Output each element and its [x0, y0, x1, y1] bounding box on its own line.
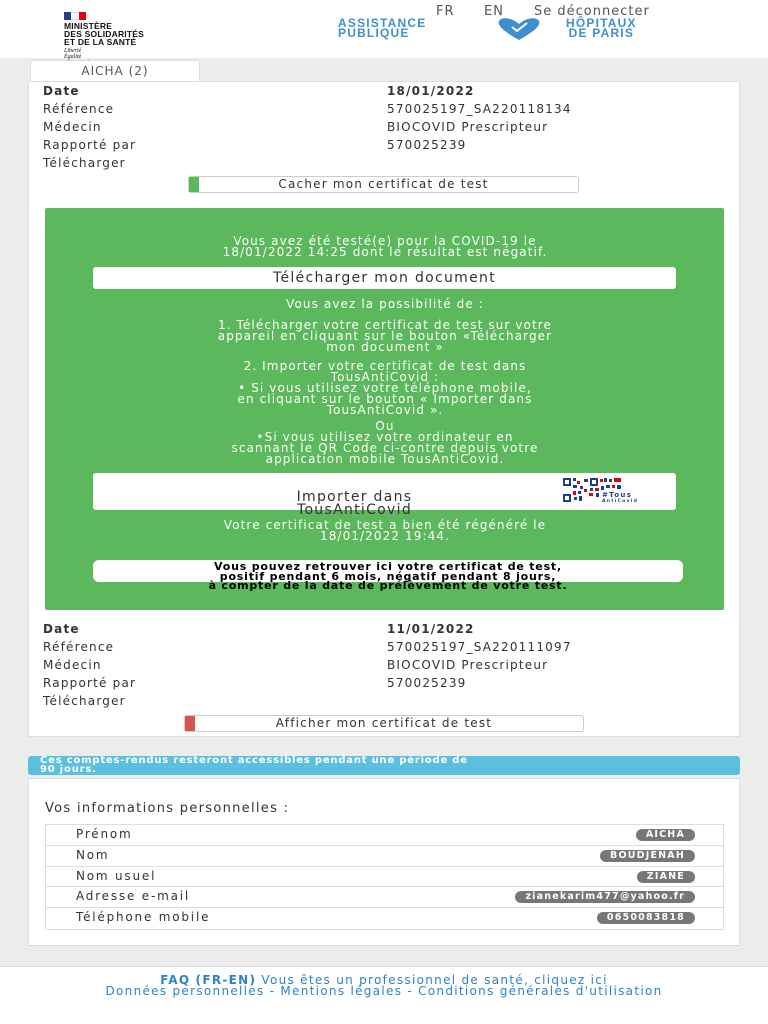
hide-certificate-button[interactable] [188, 176, 579, 193]
info-label: Téléphone mobile [76, 910, 211, 925]
show-certificate-label: Afficher mon certificat de test [275, 716, 493, 730]
info-value-badge: ZIANE [637, 871, 695, 883]
import-tousanticovid-label: Importer dans TousAntiCovid [296, 489, 413, 518]
ministry-name: MINISTÈRE DES SOLIDARITÉS ET DE LA SANTÉ [64, 21, 144, 47]
record-2-date-label: Date [43, 622, 80, 636]
regenerated-text: Votre certificat de test a bien été régénéré le 18/01/2022 19:44. [223, 518, 547, 543]
language-fr-link[interactable]: FR [436, 4, 455, 19]
faq-link[interactable]: FAQ [160, 973, 191, 987]
republic-motto: Liberté Égalité [64, 48, 82, 60]
status-marker [185, 716, 195, 731]
personal-info-table [45, 824, 724, 930]
info-row-usual-name [46, 867, 723, 888]
qr-code-icon [562, 477, 639, 504]
retention-banner: Ces comptes-rendus resteront accessibles pendant une période de 90 jours. [28, 756, 740, 775]
record-1-doctor-label: Médecin [43, 120, 102, 134]
footer-line-2 [0, 986, 768, 997]
header [0, 0, 768, 58]
record-2-reference-label: Référence [43, 640, 115, 654]
record-1-doctor: BIOCOVID Prescripteur [387, 120, 549, 134]
record-1-reference-label: Référence [43, 102, 115, 116]
record-1-download-label: Télécharger [43, 156, 126, 170]
record-1-date: 18/01/2022 [387, 84, 475, 98]
or-text: Ou [375, 419, 395, 433]
step2b-text: •Si vous utilisez votre ordinateur en scannant le QR Code ci-contre depuis votre application mobile TousAntiCovid. [231, 430, 539, 466]
info-value-badge: BOUDJENAH [600, 850, 695, 862]
faq-languages-link[interactable]: (FR-EN) [195, 973, 257, 987]
show-certificate-button[interactable] [184, 715, 584, 732]
info-row-mobile-phone [46, 908, 723, 929]
personal-info-title: Vos informations personnelles : [45, 801, 290, 816]
info-row-first-name [46, 825, 723, 846]
info-label: Nom [76, 847, 110, 862]
record-1-reference: 570025197_SA220118134 [387, 102, 572, 116]
aphp-heart-icon [483, 17, 555, 41]
legal-links[interactable]: Données personnelles - Mentions légales - Conditions générales d'utilisation [105, 984, 663, 998]
footer [0, 966, 768, 1024]
record-1-date-label: Date [43, 84, 80, 98]
aphp-logo-right-text: HÔPITAUX DE PARIS [566, 16, 637, 40]
download-document-button[interactable]: Télécharger mon document [93, 267, 676, 289]
aphp-logo [338, 16, 706, 40]
record-1-reported-by: 570025239 [387, 138, 467, 152]
test-result-text: Vous avez été testé(e) pour la COVID-19 le 18/01/2022 14:25 dont le résultat est négatif. [222, 234, 548, 259]
language-en-link[interactable]: EN [484, 4, 504, 19]
record-2-doctor-label: Médecin [43, 658, 102, 672]
info-value-badge: 0650083818 [597, 912, 695, 924]
record-2-reference: 570025197_SA220111097 [387, 640, 572, 654]
record-2-reported-by: 570025239 [387, 676, 467, 690]
ministry-logo [64, 12, 244, 66]
info-value-badge: AICHA [636, 829, 695, 841]
info-label: Adresse e-mail [76, 889, 190, 904]
record-2-reported-by-label: Rapporté par [43, 676, 137, 690]
info-label: Prénom [76, 827, 133, 841]
aphp-logo-left-text: ASSISTANCE PUBLIQUE [338, 16, 427, 40]
personal-info-panel [28, 778, 740, 946]
info-row-last-name [46, 846, 723, 867]
step1-text: 1. Télécharger votre certificat de test sur votre appareil en cliquant sur le bouton «Télécharger mon document » [217, 318, 553, 354]
french-flag-icon [64, 12, 86, 20]
info-row-email [46, 887, 723, 908]
record-2-doctor: BIOCOVID Prescripteur [387, 658, 549, 672]
svg-text:#Tous: #Tous [602, 491, 633, 499]
logout-link[interactable]: Se déconnecter [534, 4, 650, 19]
hide-certificate-label: Cacher mon certificat de test [278, 177, 489, 191]
record-1-reported-by-label: Rapporté par [43, 138, 137, 152]
record-2-download-label: Télécharger [43, 694, 126, 708]
info-label: Nom usuel [76, 868, 157, 883]
status-marker [189, 177, 199, 192]
info-value-badge: zianekarim477@yahoo.fr [515, 891, 695, 903]
possibility-intro: Vous avez la possibilité de : [286, 297, 484, 311]
record-2-date: 11/01/2022 [387, 622, 475, 636]
certificate-panel [45, 208, 724, 610]
import-tousanticovid-button[interactable] [93, 473, 676, 518]
records-panel [28, 81, 740, 737]
retention-notice: Vous pouvez retrouver ici votre certificat de test, positif pendant 6 mois, négatif pendant 8 jours, à compter de la date de prélèvement de votre test. [93, 560, 683, 582]
patient-tab[interactable]: AICHA (2) [30, 60, 200, 82]
health-professional-link[interactable]: Vous êtes un professionnel de santé, cliquez ici [261, 973, 608, 987]
step2-text: 2. Importer votre certificat de test dans TousAntiCovid : • Si vous utilisez votre téléphone mobile, en cliquant sur le bouton « Importer dans TousAntiCovid ». [237, 359, 533, 417]
svg-text:AntiCovid: AntiCovid [602, 499, 639, 504]
